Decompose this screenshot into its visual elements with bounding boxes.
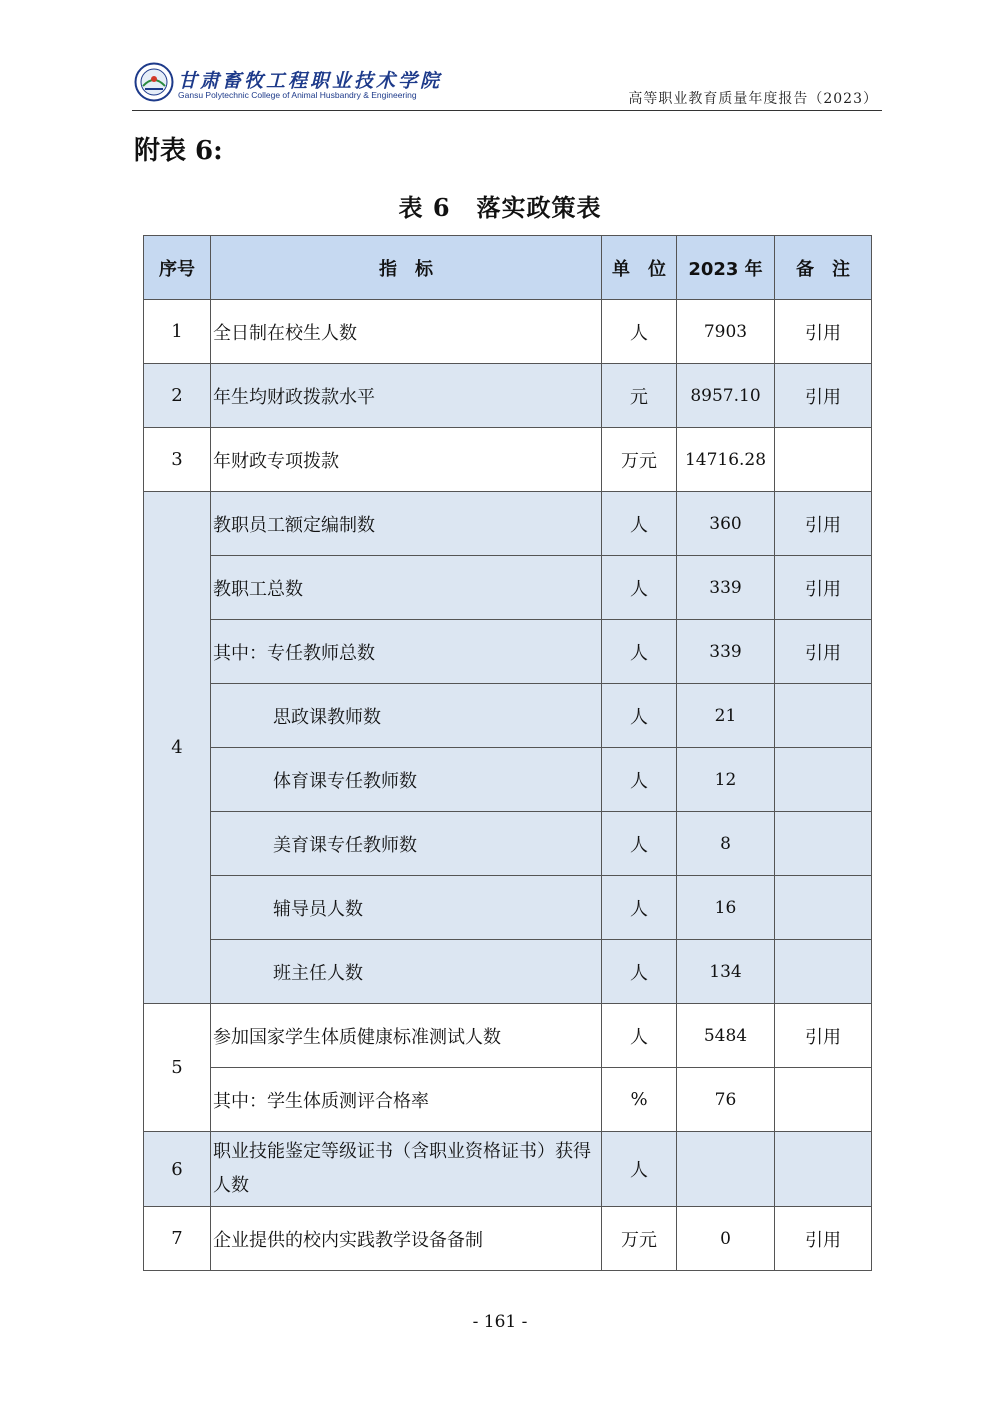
table-row xyxy=(144,940,872,1004)
school-logo-icon xyxy=(134,62,174,102)
row-seq: 5 xyxy=(144,1004,211,1132)
table-row xyxy=(144,1068,872,1132)
row-indicator: 职业技能鉴定等级证书（含职业资格证书）获得人数 xyxy=(211,1132,602,1207)
row-indicator: 辅导员人数 xyxy=(211,876,602,940)
row-indicator: 思政课教师数 xyxy=(211,684,602,748)
row-indicator: 全日制在校生人数 xyxy=(211,300,602,364)
row-unit: 人 xyxy=(602,876,677,940)
row-unit: 人 xyxy=(602,940,677,1004)
school-name-en: Gansu Polytechnic College of Animal Husbandry & Engineering xyxy=(178,90,417,100)
row-value: 339 xyxy=(677,620,775,684)
row-unit: 人 xyxy=(602,620,677,684)
table-row xyxy=(144,684,872,748)
row-indicator: 其中：学生体质测评合格率 xyxy=(211,1068,602,1132)
row-value: 8957.10 xyxy=(677,364,775,428)
row-indicator: 体育课专任教师数 xyxy=(211,748,602,812)
row-note xyxy=(775,684,872,748)
row-indicator: 教职工总数 xyxy=(211,556,602,620)
row-unit: 人 xyxy=(602,684,677,748)
row-value xyxy=(677,1132,775,1207)
table-row xyxy=(144,620,872,684)
table-row xyxy=(144,300,872,364)
page-header xyxy=(132,58,882,111)
row-note: 引用 xyxy=(775,620,872,684)
table-row xyxy=(144,812,872,876)
policy-table xyxy=(143,235,872,1271)
table-name: 落实政策表 xyxy=(476,193,602,222)
row-indicator: 参加国家学生体质健康标准测试人数 xyxy=(211,1004,602,1068)
row-indicator: 年财政专项拨款 xyxy=(211,428,602,492)
row-unit: 人 xyxy=(602,556,677,620)
row-note: 引用 xyxy=(775,492,872,556)
table-header-row xyxy=(144,236,872,300)
row-value: 14716.28 xyxy=(677,428,775,492)
row-note xyxy=(775,428,872,492)
row-note xyxy=(775,876,872,940)
table-row xyxy=(144,1207,872,1271)
row-value: 360 xyxy=(677,492,775,556)
page-number: - 161 - xyxy=(472,1312,528,1332)
row-unit: 万元 xyxy=(602,1207,677,1271)
row-value: 134 xyxy=(677,940,775,1004)
row-unit: 人 xyxy=(602,812,677,876)
row-value: 5484 xyxy=(677,1004,775,1068)
row-note xyxy=(775,812,872,876)
table-row xyxy=(144,1132,872,1207)
header-indicator: 指 标 xyxy=(211,236,602,300)
table-row xyxy=(144,428,872,492)
table-row xyxy=(144,492,872,556)
appendix-label: 附表 6: xyxy=(134,136,223,166)
row-unit: 万元 xyxy=(602,428,677,492)
row-note xyxy=(775,1068,872,1132)
school-name-cn: 甘肃畜牧工程职业技术学院 xyxy=(178,70,443,92)
table-number: 表 6 xyxy=(398,193,451,222)
row-value: 8 xyxy=(677,812,775,876)
row-note: 引用 xyxy=(775,364,872,428)
row-seq: 3 xyxy=(144,428,211,492)
row-seq: 4 xyxy=(144,492,211,1004)
row-unit: 元 xyxy=(602,364,677,428)
row-indicator: 班主任人数 xyxy=(211,940,602,1004)
row-unit: 人 xyxy=(602,1004,677,1068)
table-row xyxy=(144,876,872,940)
table-row xyxy=(144,364,872,428)
row-indicator: 美育课专任教师数 xyxy=(211,812,602,876)
row-indicator: 其中：专任教师总数 xyxy=(211,620,602,684)
row-value: 12 xyxy=(677,748,775,812)
row-unit: 人 xyxy=(602,300,677,364)
row-value: 0 xyxy=(677,1207,775,1271)
header-unit: 单 位 xyxy=(602,236,677,300)
row-value: 21 xyxy=(677,684,775,748)
table-row xyxy=(144,1004,872,1068)
row-unit: 人 xyxy=(602,748,677,812)
table-row xyxy=(144,748,872,812)
table-title xyxy=(0,188,1000,223)
row-unit: 人 xyxy=(602,1132,677,1207)
row-note: 引用 xyxy=(775,300,872,364)
row-seq: 7 xyxy=(144,1207,211,1271)
row-value: 339 xyxy=(677,556,775,620)
row-unit: % xyxy=(602,1068,677,1132)
row-note: 引用 xyxy=(775,1207,872,1271)
row-note xyxy=(775,940,872,1004)
row-seq: 2 xyxy=(144,364,211,428)
row-value: 76 xyxy=(677,1068,775,1132)
row-value: 16 xyxy=(677,876,775,940)
row-indicator: 企业提供的校内实践教学设备备制 xyxy=(211,1207,602,1271)
row-unit: 人 xyxy=(602,492,677,556)
header-year: 2023 年 xyxy=(677,236,775,300)
row-note: 引用 xyxy=(775,1004,872,1068)
header-note: 备 注 xyxy=(775,236,872,300)
header-seq: 序号 xyxy=(144,236,211,300)
table-row xyxy=(144,556,872,620)
row-value: 7903 xyxy=(677,300,775,364)
row-note xyxy=(775,748,872,812)
report-title: 高等职业教育质量年度报告（2023） xyxy=(628,91,878,107)
row-note: 引用 xyxy=(775,556,872,620)
row-indicator: 教职员工额定编制数 xyxy=(211,492,602,556)
row-note xyxy=(775,1132,872,1207)
row-seq: 1 xyxy=(144,300,211,364)
row-seq: 6 xyxy=(144,1132,211,1207)
row-indicator: 年生均财政拨款水平 xyxy=(211,364,602,428)
